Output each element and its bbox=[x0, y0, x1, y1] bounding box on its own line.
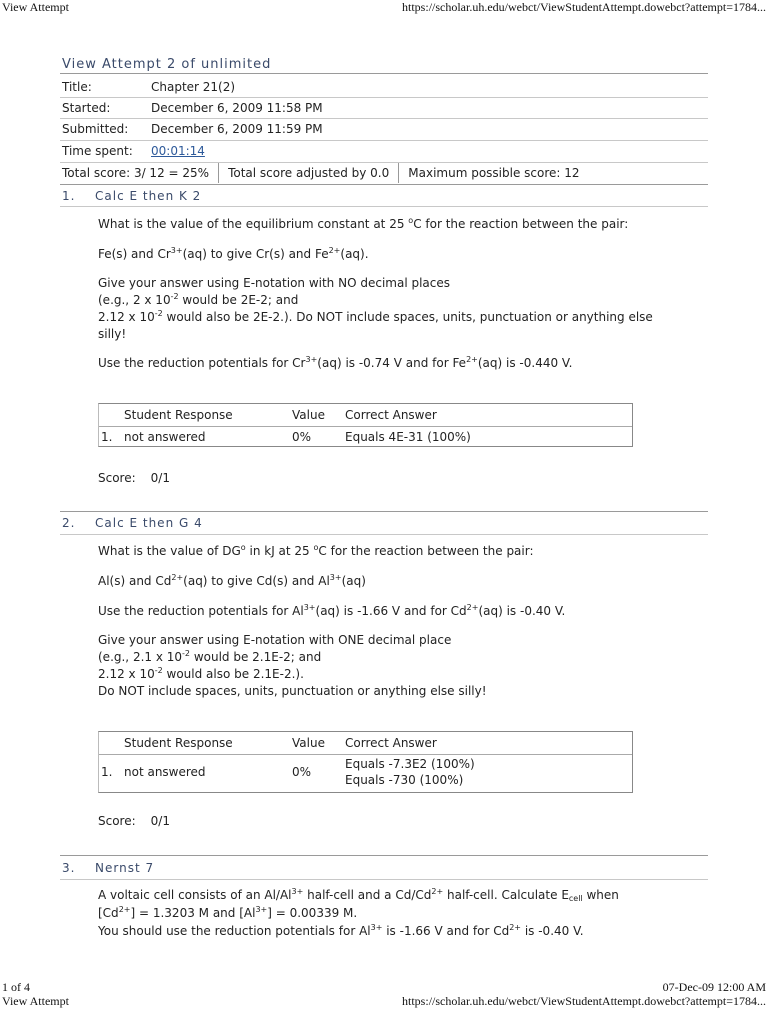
submitted-label: Submitted: bbox=[62, 122, 129, 136]
time-spent-link[interactable]: 00:01:14 bbox=[151, 144, 205, 158]
header-correct-answer: Correct Answer bbox=[345, 408, 437, 422]
question-title: Calc E then K 2 bbox=[95, 189, 202, 203]
question-number: 1. bbox=[62, 189, 76, 203]
print-url: https://scholar.uh.edu/webct/ViewStudentAttempt.dowebct?attempt=1784... bbox=[402, 0, 766, 14]
total-score: Total score: 3/ 12 = 25% bbox=[62, 166, 210, 180]
info-divider bbox=[60, 118, 708, 119]
response-value: 0% bbox=[292, 430, 312, 444]
q2-instructions: Give your answer using E-notation with ONE decimal place (e.g., 2.1 x $10^{-2}$ would be 2.1E-2; and 2.12 x $10^{-2}$ would also be 2.1E-2.). Do NOT include spaces, units, punctuation or anything else silly! bbox=[98, 633, 487, 698]
correct-answer: Equals -7.3E2 (100%) bbox=[345, 757, 475, 771]
student-response: not answered bbox=[124, 765, 206, 779]
correct-answer: Equals -730 (100%) bbox=[345, 773, 464, 787]
section-divider bbox=[60, 511, 708, 512]
q1-response-table bbox=[98, 403, 633, 447]
q1-instructions: Give your answer using E-notation with NO decimal places (e.g., 2 x $10^{-2}$ would be 2E-2; and 2.12 x $10^{-2}$ would also be 2E-2.). Do NOT include spaces, units, punctuation or anything else silly! bbox=[98, 276, 653, 341]
q1-potentials: Use the reduction potentials for $Cr^{3+}(aq)$ is -0.74 V and for $Fe^{2+}(aq)$ is -0.440 V. bbox=[98, 355, 573, 370]
time-spent-label: Time spent: bbox=[62, 144, 133, 158]
question-title: Calc E then G 4 bbox=[95, 516, 203, 530]
print-page-title: View Attempt bbox=[2, 994, 69, 1008]
student-response: not answered bbox=[124, 430, 206, 444]
score-adjusted: Total score adjusted by 0.0 bbox=[228, 166, 390, 180]
q2-prompt: What is the value of $DG^o$ in kJ at 25 $^o$C for the reaction between the pair: bbox=[98, 543, 534, 558]
question-3-header bbox=[62, 861, 154, 875]
question-number: 3. bbox=[62, 861, 76, 875]
row-number: 1. bbox=[101, 765, 113, 779]
started-label: Started: bbox=[62, 101, 111, 115]
header-correct-answer: Correct Answer bbox=[345, 736, 437, 750]
question-2-header bbox=[62, 516, 203, 530]
q2-potentials: Use the reduction potentials for $Al^{3+}(aq)$ is -1.66 V and for $Cd^{2+}(aq)$ is -0.40 V. bbox=[98, 603, 566, 618]
correct-answer: Equals 4E-31 (100%) bbox=[345, 430, 471, 444]
table-row-divider bbox=[99, 426, 632, 427]
q1-prompt: What is the value of the equilibrium constant at 25 $^o$C for the reaction between the pair: bbox=[98, 216, 629, 231]
question-divider bbox=[60, 879, 708, 880]
row-number: 1. bbox=[101, 430, 113, 444]
info-divider bbox=[60, 97, 708, 98]
question-title: Nernst 7 bbox=[95, 861, 155, 875]
title-label: Title: bbox=[62, 80, 92, 94]
attempt-heading: View Attempt 2 of unlimited bbox=[62, 57, 272, 72]
q3-prompt: A voltaic cell consists of an $Al/Al^{3+}$ half-cell and a $Cd/Cd^{2+}$ half-cell. Calculate $E_{cell}$ when $[Cd^{2+}] = 1.3203$ M and $[Al^{3+}] = 0.00339$ M. You should use the reduction potentials for $Al^{3+}$ is -1.66 V and for $Cd^{2+}$ is -0.40 V. bbox=[98, 887, 619, 938]
q1-score: Score: 0/1 bbox=[98, 471, 170, 485]
score-summary bbox=[62, 163, 580, 183]
print-url: https://scholar.uh.edu/webct/ViewStudentAttempt.dowebct?attempt=1784... bbox=[402, 994, 766, 1008]
title-value: Chapter 21(2) bbox=[151, 80, 236, 94]
started-value: December 6, 2009 11:58 PM bbox=[151, 101, 323, 115]
response-value: 0% bbox=[292, 765, 312, 779]
score-separator bbox=[398, 163, 399, 183]
table-row-divider bbox=[99, 754, 632, 755]
header-student-response: Student Response bbox=[124, 408, 233, 422]
question-1-header bbox=[62, 189, 201, 203]
header-value: Value bbox=[292, 736, 325, 750]
max-score: Maximum possible score: 12 bbox=[408, 166, 580, 180]
score-separator bbox=[218, 163, 219, 183]
print-page-number: 1 of 4 bbox=[2, 980, 30, 994]
header-value: Value bbox=[292, 408, 325, 422]
print-timestamp: 07-Dec-09 12:00 AM bbox=[662, 980, 766, 994]
question-number: 2. bbox=[62, 516, 76, 530]
section-divider bbox=[60, 184, 708, 185]
info-divider bbox=[60, 140, 708, 141]
header-student-response: Student Response bbox=[124, 736, 233, 750]
print-page-title: View Attempt bbox=[2, 0, 69, 14]
submitted-value: December 6, 2009 11:59 PM bbox=[151, 122, 323, 136]
question-divider bbox=[60, 206, 708, 207]
q2-reaction: Al(s) and $Cd^{2+}(aq)$ to give Cd(s) and $Al^{3+}(aq)$ bbox=[98, 573, 366, 588]
q2-score: Score: 0/1 bbox=[98, 814, 170, 828]
question-divider bbox=[60, 534, 708, 535]
section-divider bbox=[60, 855, 708, 856]
q2-response-table bbox=[98, 731, 633, 793]
q1-reaction: Fe(s) and $Cr^{3+}(aq)$ to give Cr(s) and $Fe^{2+}(aq)$. bbox=[98, 246, 369, 261]
heading-divider bbox=[60, 73, 708, 74]
